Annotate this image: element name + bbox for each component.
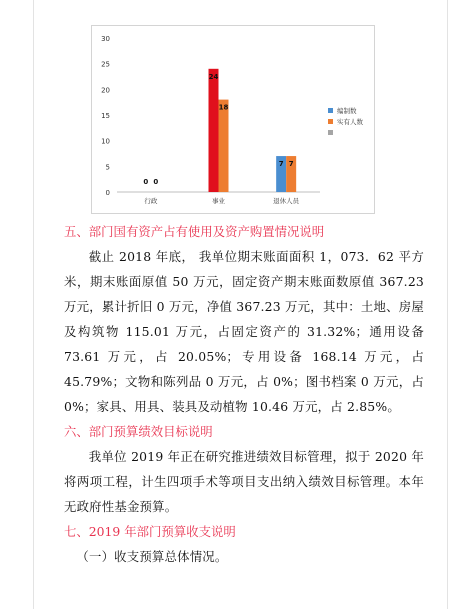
data-label: 24 [208,72,219,81]
document-body [64,219,424,569]
bar-shiyou-1 [219,100,229,192]
legend-swatch-0 [328,108,333,113]
chart-canvas [92,26,374,213]
section-7-subheading: （一）收支预算总体情况。 [76,549,228,564]
staff-bar-chart [91,25,375,214]
data-label: 7 [278,160,284,169]
y-tick-label: 30 [101,35,110,43]
data-label: 0 [143,178,149,186]
section-6-heading: 六、部门预算绩效目标说明 [64,424,213,439]
legend-label-1: 实有人数 [337,118,363,126]
data-label: 0 [153,178,159,186]
data-label: 18 [218,103,229,112]
bar-bianzhi-1 [209,69,219,192]
x-tick-label: 退休人员 [273,197,300,205]
legend-swatch-2 [328,130,333,135]
section-7-heading: 七、2019 年部门预算收支说明 [64,524,236,539]
section-5-heading: 五、部门国有资产占有使用及资产购置情况说明 [64,224,325,239]
y-tick-label: 5 [105,163,110,172]
legend-label-0: 编制数 [337,107,357,115]
y-tick-label: 15 [101,112,110,120]
section-5-paragraph: 截止 2018 年底， 我单位期末账面面积 1，073．62 平方米，期末账面原值 50 万元，固定资产期末账面数原值 367.23 万元，累计折旧 0 万元，净值 367.23 万元，其中：土地、房屋及构筑物 115.01 万元，占固定资产的 31.32%；通用设备 73.61 万元，占 20.05%；专用设备 168.14 万元，占 45.79%；文物和陈列品 0 万元，占 0%；图书档案 0 万元，占 0%；家具、用具、装具及动植物 10.46 万元，占 2.85%。 [64,249,424,414]
data-label: 7 [288,160,294,169]
page-margin-line-right [447,0,448,609]
x-tick-label: 行政 [144,197,158,205]
section-6-paragraph: 我单位 2019 年正在研究推进绩效目标管理，拟于 2020 年将两项工程，计生四项手术等项目支出纳入绩效目标管理。本年无政府性基金预算。 [64,449,424,514]
y-tick-label: 20 [101,86,110,95]
x-tick-label: 事业 [212,197,225,205]
y-tick-label: 25 [101,60,110,69]
page-margin-line-left [33,0,34,609]
y-tick-label: 0 [105,189,110,197]
y-tick-label: 10 [101,137,110,146]
legend-swatch-1 [328,119,333,124]
